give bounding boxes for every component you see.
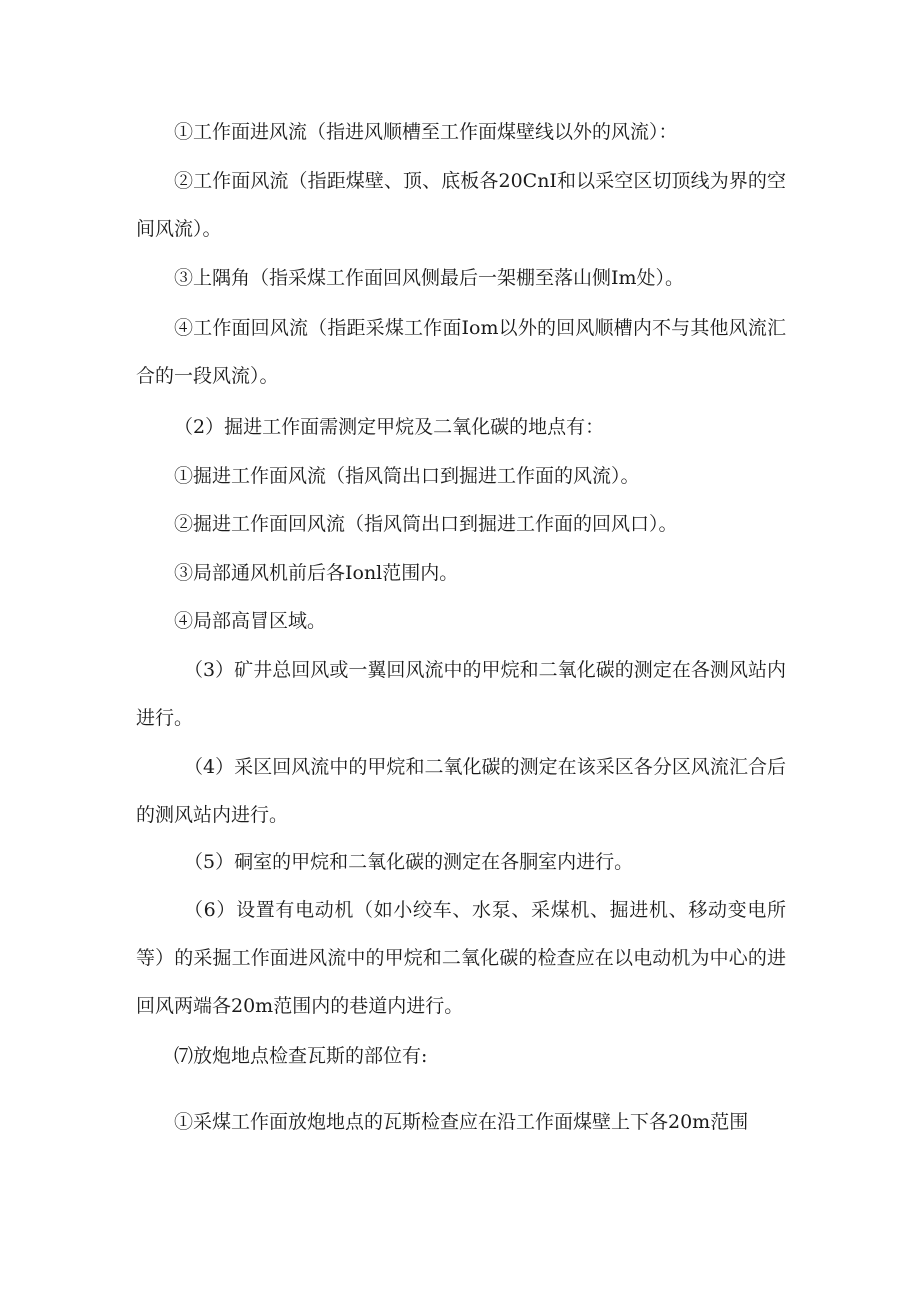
paragraph-14: ⑺放炮地点检查瓦斯的部位有: (174, 1045, 428, 1067)
paragraph-8: ③局部通风机前后各Ionl范围内。 (174, 562, 459, 584)
paragraph-1: ①工作面进风流（指进风顺槽至工作面煤壁线以外的风流）： (174, 121, 678, 143)
paragraph-2: ②工作面风流（指距煤壁、顶、底板各20CnI和以采空区切顶线为界的空间风流）。 (136, 170, 786, 240)
paragraph-7: ②掘进工作面回风流（指风筒出口到掘进工作面的回风口）。 (174, 513, 678, 535)
paragraph-12: （5）硐室的甲烷和二氧化碳的测定在各胴室内进行。 (184, 851, 634, 873)
paragraph-3: ③上隅角（指采煤工作面回风侧最后一架棚至落山侧Im处）。 (174, 267, 685, 289)
paragraph-11: （4）采区回风流中的甲烷和二氧化碳的测定在该采区各分区风流汇合后的测风站内进行。 (136, 756, 786, 826)
paragraph-10: （3）矿井总回风或一翼回风流中的甲烷和二氧化碳的测定在各测风站内进行。 (136, 659, 786, 729)
paragraph-15: ①采煤工作面放炮地点的瓦斯检查应在沿工作面煤壁上下各20m范围 (174, 1111, 749, 1133)
paragraph-6: ①掘进工作面风流（指风筒出口到掘进工作面的风流）。 (174, 465, 640, 487)
paragraph-5: （2）掘进工作面需测定甲烷及二氧化碳的地点有： (174, 416, 605, 438)
paragraph-4: ④工作面回风流（指距采煤工作面Iom以外的回风顺槽内不与其他风流汇合的一段风流）。 (136, 317, 786, 387)
paragraph-9: ④局部高冒区域。 (174, 610, 327, 632)
paragraph-13: （6）设置有电动机（如小绞车、水泵、采煤机、掘进机、移动变电所等）的采掘工作面进风流中的甲烷和二氧化碳的检查应在以电动机为中心的进回风两端各20m范围内的巷道内进行。 (136, 899, 786, 1017)
